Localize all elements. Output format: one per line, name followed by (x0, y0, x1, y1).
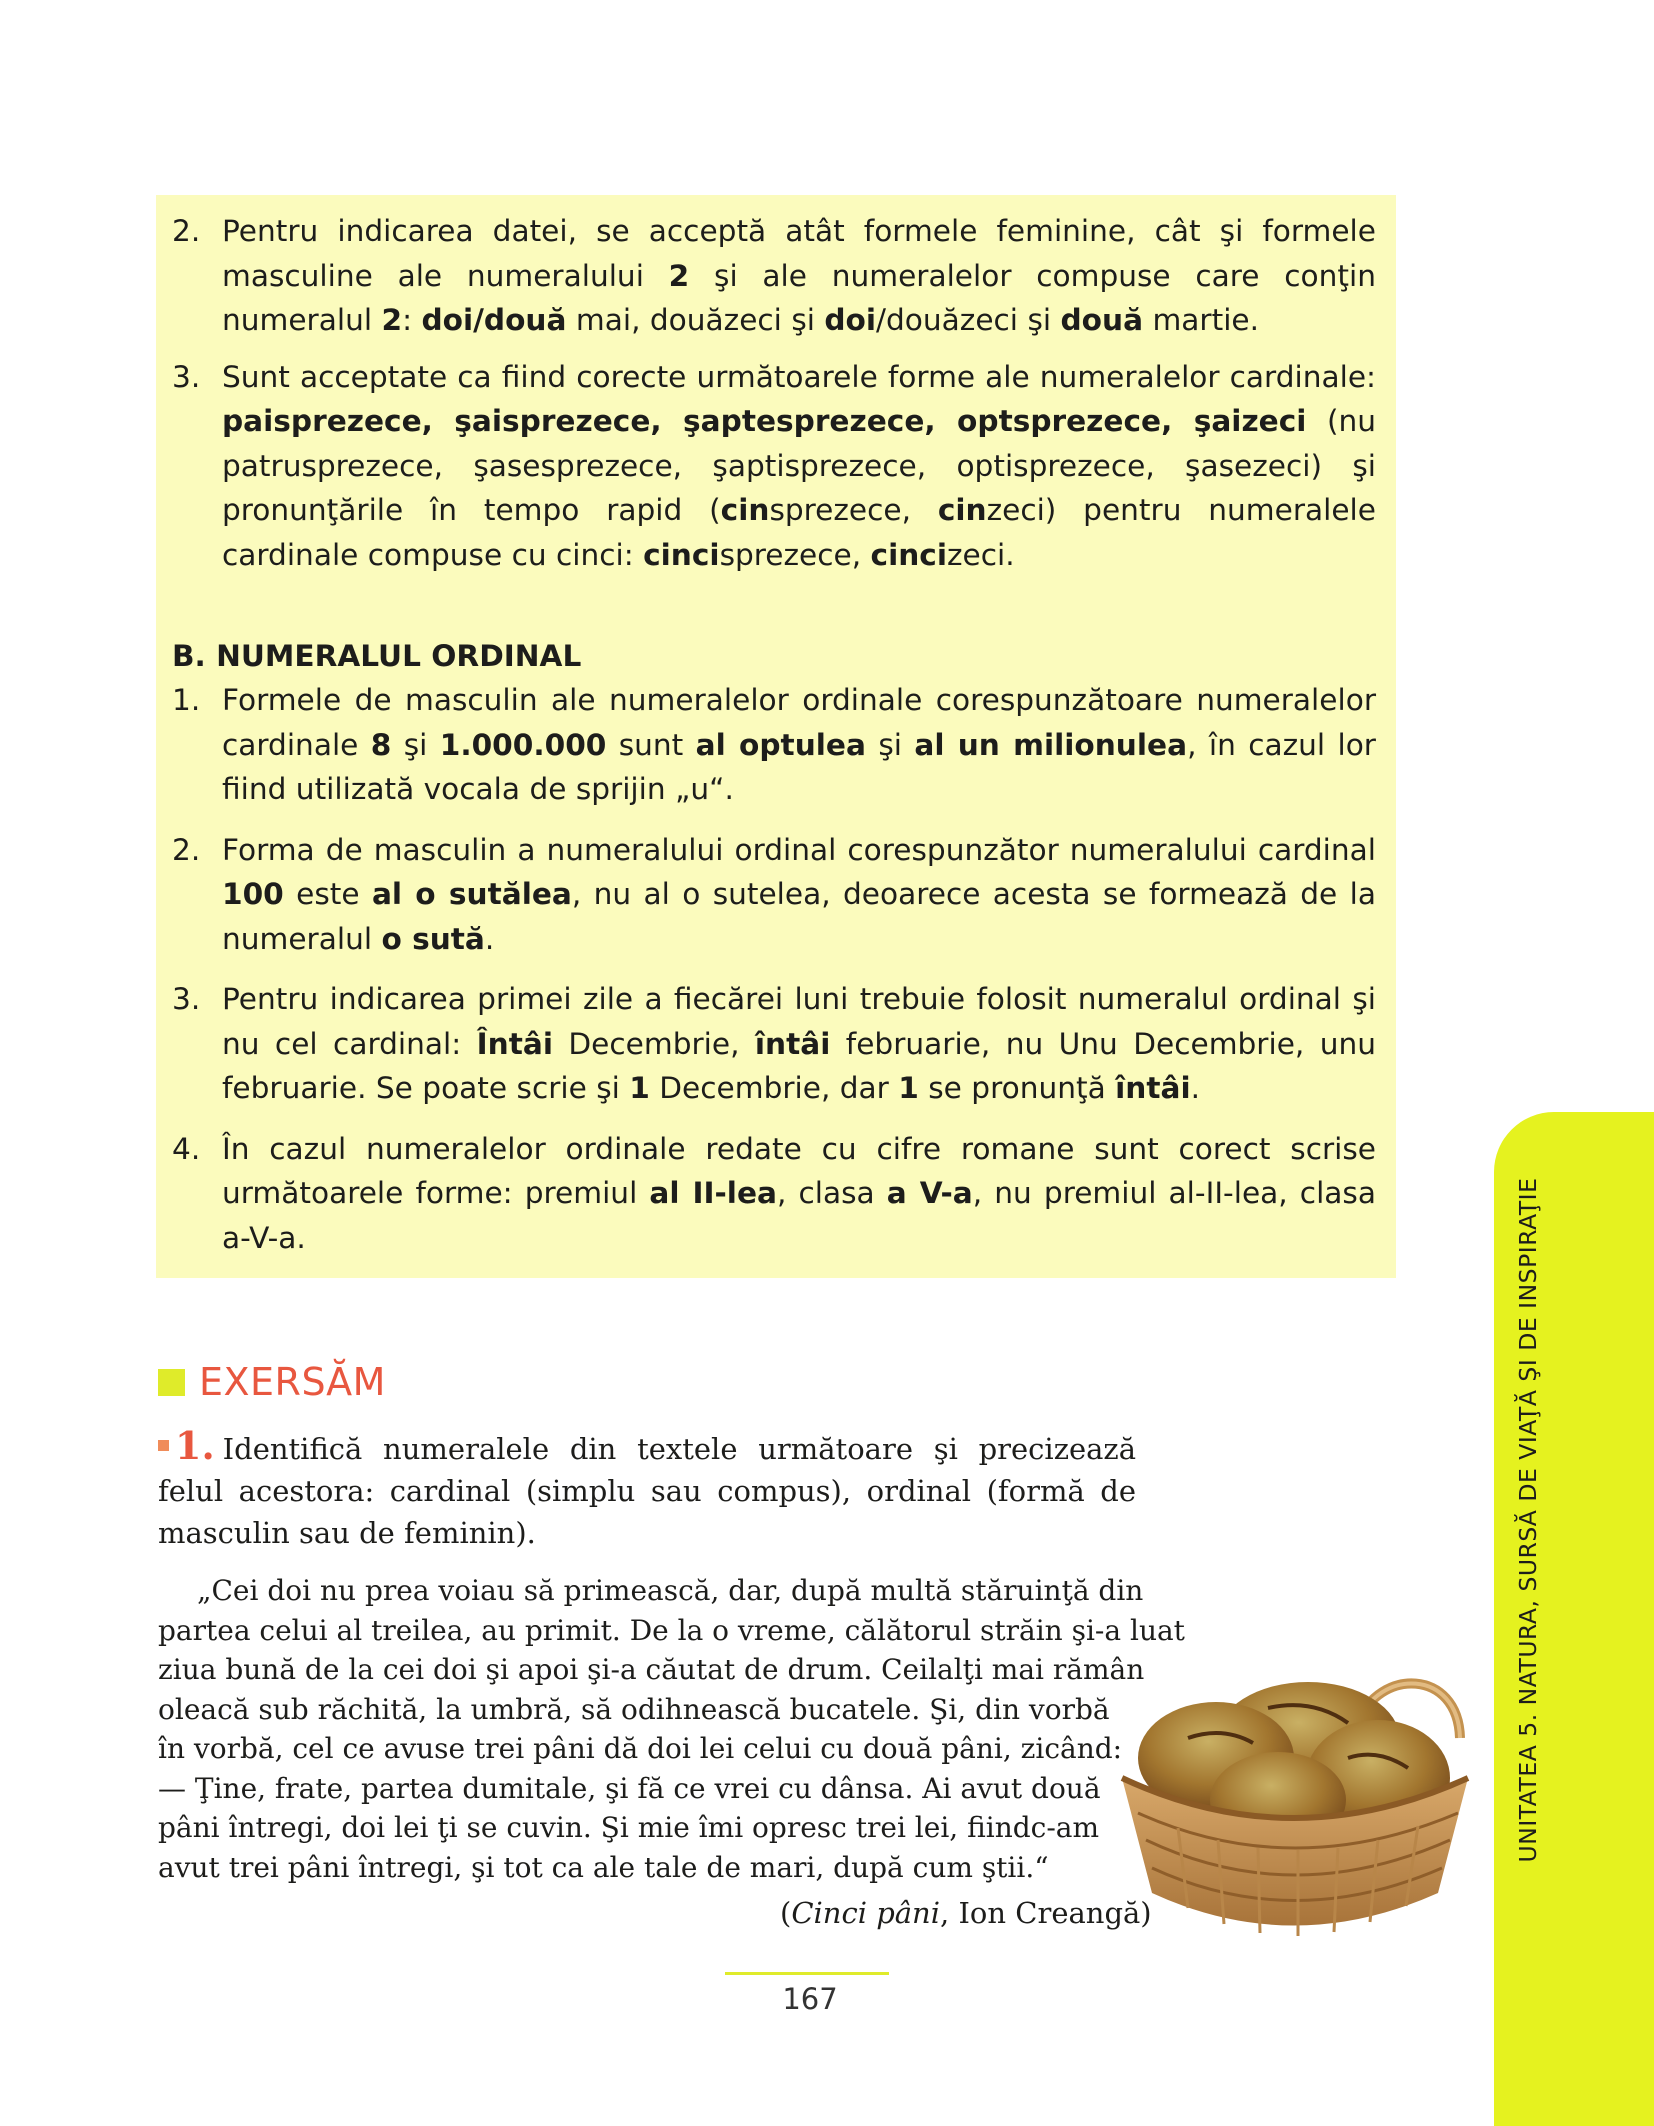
cardinal-rules-list (172, 209, 1376, 577)
rule-number: 2. (172, 214, 201, 248)
quote-source: (Cinci pâni, Ion Creangă) (780, 1896, 1152, 1930)
quote-line: în vorbă, cel ce avuse trei pâni dă doi lei celui cu două pâni, zicând: (158, 1732, 1123, 1765)
rule-number: 3. (172, 982, 201, 1016)
rule-item (172, 1127, 1376, 1261)
rule-item (172, 828, 1376, 962)
rule-text: Forma de masculin a numeralului ordinal corespunzător numeralului cardinal 100 este al o sutălea, nu al o sutelea, deoarece acesta se formează de la numeralul o sută. (222, 832, 1376, 956)
rule-item (172, 209, 1376, 343)
source-title: Cinci pâni (791, 1896, 941, 1930)
square-bullet-icon (158, 1369, 185, 1396)
exercise-title: EXERSĂM (199, 1360, 386, 1404)
rule-item (172, 678, 1376, 812)
ordinal-rules-list (172, 678, 1376, 1260)
quote-line: „Cei doi nu prea voiau să primească, dar, după multă stăruinţă din (197, 1574, 1144, 1607)
rule-number: 3. (172, 359, 201, 394)
rule-text: Pentru indicarea primei zile a fiecărei luni trebuie folosit numeralul ordinal şi nu cel cardinal: Întâi Decembrie, întâi februarie, nu Unu Decembrie, unu februarie. Se poate scrie şi 1 Decembrie, dar 1 se pronunţă întâi. (222, 982, 1377, 1105)
quote-line: partea celui al treilea, au primit. De la o vreme, călătorul străin şi-a luat (158, 1614, 1185, 1647)
task-instruction (158, 1425, 1136, 1554)
bread-basket-image (1108, 1628, 1478, 1958)
rule-text: Pentru indicarea datei, se acceptă atât formele feminine, cât şi formele masculine ale numeralului 2 şi ale numeralelor compuse care conţin numeralul 2: doi/două mai, douăzeci şi doi/douăzeci şi două martie. (222, 214, 1376, 337)
quote-line: — Ţine, frate, partea dumitale, şi fă ce vrei cu dânsa. Ai avut două (158, 1772, 1101, 1805)
small-square-icon (158, 1440, 169, 1451)
quote-line: pâni întregi, doi lei ţi se cuvin. Şi mie îmi opresc trei lei, fiindc-am (158, 1811, 1100, 1844)
page-number-rule (725, 1972, 889, 1975)
rule-text: Formele de masculin ale numeralelor ordinale corespunzătoare numeralelor cardinale 8 şi 1.000.000 sunt al optulea şi al un milionulea, în cazul lor fiind utilizată vocala de sprijin „u“. (222, 683, 1376, 806)
task-text: Identifică numeralele din textele următoare şi precizează felul acestora: cardinal (simplu sau compus), ordinal (formă de masculin sau de feminin). (158, 1432, 1136, 1550)
rule-number: 4. (172, 1131, 201, 1166)
rules-box (156, 195, 1396, 1278)
exercise-heading (158, 1357, 386, 1407)
rule-item (172, 977, 1376, 1111)
rule-number: 2. (172, 832, 201, 867)
unit-side-label: UNITATEA 5. NATURA, SURSĂ DE VIAŢĂ ŞI DE INSPIRAŢIE (1514, 1177, 1542, 1863)
rule-number: 1. (172, 683, 201, 717)
quote-line: ziua bună de la cei doi şi apoi şi-a căutat de drum. Ceilalţi mai rămân (158, 1653, 1145, 1686)
rule-text: Sunt acceptate ca fiind corecte următoarele forme ale numeralelor cardinale: paisprezece, şaisprezece, şaptesprezece, optsprezece, şaizeci (nu patrusprezece, şasesprezece, şaptisprezece, optisprezece, şasezeci) şi pronunţările în tempo rapid (cinsprezece, cinzeci) pentru numeralele cardinale compuse cu cinci: cincisprezece, cincizeci. (222, 359, 1376, 572)
ordinal-section-title: B. NUMERALUL ORDINAL (172, 639, 582, 673)
rule-text: În cazul numeralelor ordinale redate cu cifre romane sunt corect scrise următoarele forme: premiul al II-lea, clasa a V-a, nu premiul al-II-lea, clasa a-V-a. (222, 1131, 1376, 1255)
rule-item (172, 355, 1376, 578)
quote-line: avut trei pâni întregi, şi tot ca ale tale de mari, după cum ştii.“ (158, 1851, 1049, 1884)
source-author: , Ion Creangă) (940, 1896, 1152, 1930)
task-number: 1. (175, 1423, 215, 1468)
page-number: 167 (782, 1982, 838, 2016)
quote-line: oleacă sub răchită, la umbră, să odihnească bucatele. Şi, din vorbă (158, 1693, 1110, 1726)
